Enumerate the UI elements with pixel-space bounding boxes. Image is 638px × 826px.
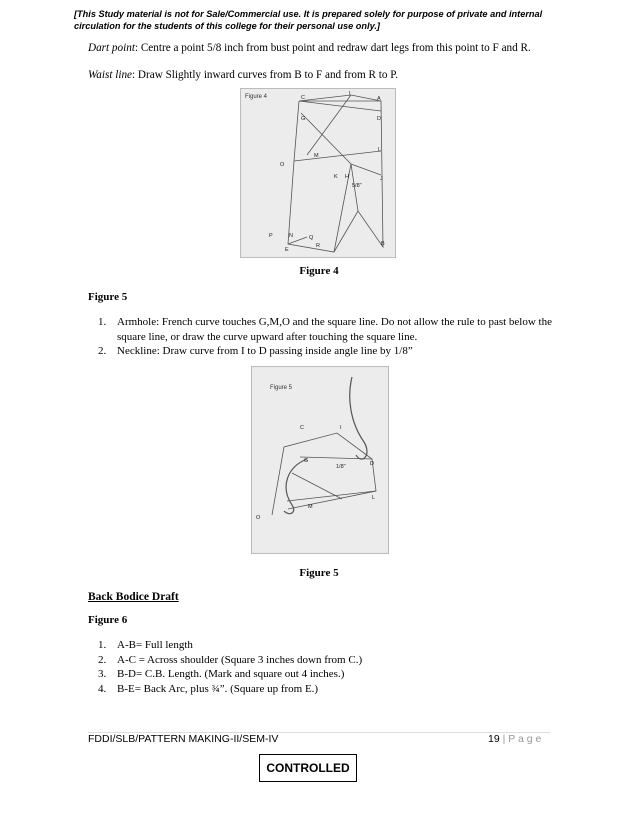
fig4-point-Q: Q [309,235,314,241]
fig4-point-P: P [269,233,273,239]
fig4-point-O: O [280,162,285,168]
fig5-point-M: M [308,504,313,510]
fig5-measure: 1/8" [336,464,346,470]
fig4-point-J: J [380,176,383,182]
figure-4-inner-title: Figure 4 [245,94,268,100]
figure-5-image [251,366,389,554]
fig4-point-B: B [381,241,385,247]
back-bodice-heading: Back Bodice Draft [88,591,179,603]
list-item [88,638,558,653]
list-item [88,344,558,359]
fig4-point-C: C [301,95,305,101]
dart-point-paragraph [88,41,568,55]
step-number: 4. [98,682,107,695]
step-text: B-D= C.B. Length. (Mark and square out 4 inches.) [117,668,345,680]
fig4-point-D: D [377,116,381,122]
fig4-point-A: A [377,96,381,102]
fig4-point-H: H [345,174,349,180]
figure-6-steps [88,638,558,696]
fig5-point-I: I [340,425,342,431]
step-number: 3. [98,668,107,680]
fig4-point-N: N [289,233,293,239]
fig4-point-G: G [301,116,306,122]
fig4-point-R: R [316,243,320,249]
figure-5-drawing [252,367,388,553]
list-item [88,653,558,668]
page-number: 19 [488,733,500,745]
step-number: 2. [98,345,107,357]
waist-line-label: Waist line [88,69,133,81]
fig5-point-G: G [304,458,309,464]
step-text: A-B= Full length [117,639,193,651]
disclaimer: [This Study material is not for Sale/Commercial use. It is prepared solely for purpose of private and internal circulation for the students of this college for their personal use only.] [74,9,543,31]
footer-left: FDDI/SLB/PATTERN MAKING-II/SEM-IV [88,733,279,745]
fig4-point-L: L [378,147,382,153]
list-item [88,682,558,697]
figure-4-caption: Figure 4 [299,265,339,277]
step-text: Neckline: Draw curve from I to D passing inside angle line by 1/8” [117,345,413,357]
waist-line-paragraph [88,68,568,82]
figure-4-image [240,88,396,258]
fig5-point-C: C [300,425,304,431]
fig5-point-O: O [256,515,261,521]
step-number: 1. [98,639,107,651]
controlled-stamp: CONTROLLED [259,754,357,782]
figure-5-steps [88,315,558,359]
fig4-point-I: I [349,91,351,97]
figure-4-drawing [241,89,395,257]
step-text: B-E= Back Arc, plus ¾”. (Square up from E.) [117,682,319,695]
fig4-point-K: K [334,174,338,180]
footer-page [488,733,541,745]
step-text: Armhole: French curve touches G,M,O and the square line. Do not allow the rule to past below the square line, or draw the curve upward after touching the square line. [117,316,552,343]
figure-5-heading: Figure 5 [88,291,128,303]
list-item [88,315,558,344]
fig4-point-M: M [314,153,319,159]
step-number: 1. [98,316,107,328]
page-separator: | [502,733,506,745]
fig4-point-E: E [285,247,289,253]
page-word: P a g e [508,733,542,745]
dart-point-text: : Centre a point 5/8 inch from bust point and redraw dart legs from this point to F and R. [134,42,531,54]
figure-5-caption: Figure 5 [299,567,339,579]
step-number: 2. [98,653,107,666]
step-text: A-C = Across shoulder (Square 3 inches down from C.) [117,653,363,666]
dart-point-label: Dart point [88,42,135,54]
waist-line-text: : Draw Slightly inward curves from B to F and from R to P. [132,69,399,81]
fig5-point-L: L [372,495,376,501]
fig4-measure: 5/8" [352,183,362,189]
fig5-point-D: D [370,461,374,467]
figure-6-heading: Figure 6 [88,614,128,626]
figure-5-inner-title: Figure 5 [270,385,293,391]
list-item [88,667,558,682]
